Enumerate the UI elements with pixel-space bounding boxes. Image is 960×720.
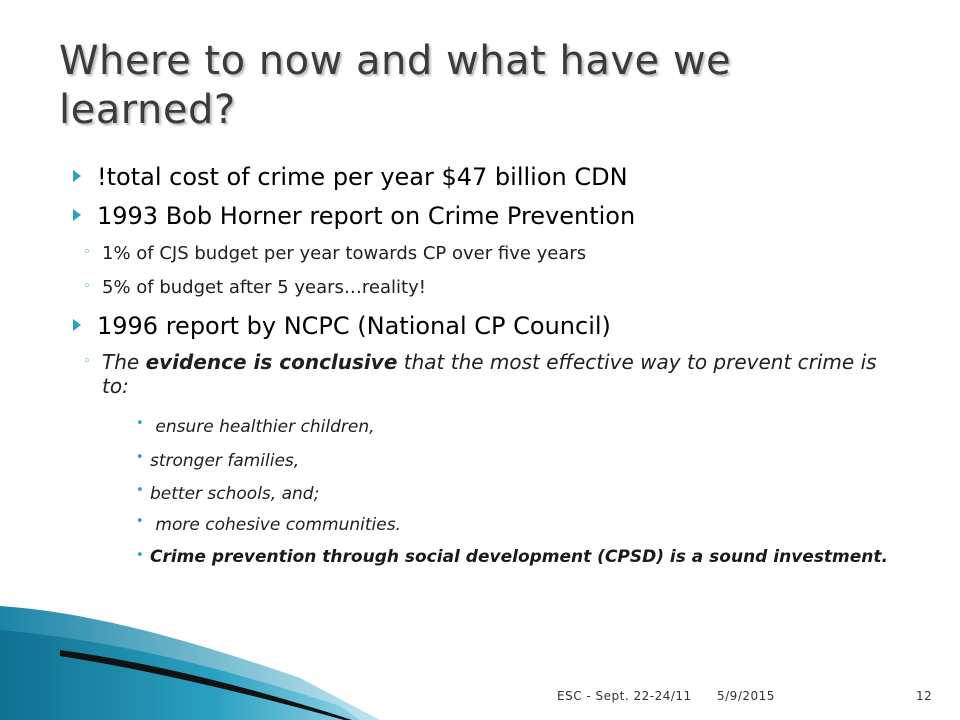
dot-bullet-icon: • bbox=[136, 450, 144, 465]
level3-bullet-2-text: stronger families, bbox=[150, 451, 300, 471]
bullet-1 bbox=[97, 163, 628, 191]
bullet-2 bbox=[97, 202, 635, 230]
level3-bullet-5 bbox=[136, 546, 890, 568]
ring-bullet-icon: ◦ bbox=[83, 245, 91, 260]
level3-bullet-3 bbox=[136, 483, 320, 504]
ring-bullet-icon: ◦ bbox=[83, 279, 91, 294]
sub-bullet-2-2 bbox=[83, 277, 426, 298]
dot-bullet-icon: • bbox=[136, 548, 144, 563]
triangle-bullet-icon bbox=[73, 209, 81, 221]
level3-bullet-4 bbox=[136, 514, 401, 535]
level3-bullet-1 bbox=[136, 416, 375, 437]
triangle-bullet-icon bbox=[73, 170, 81, 182]
sub-bullet-2-2-text: 5% of budget after 5 years…reality! bbox=[102, 277, 426, 298]
sub-bullet-2-1-text: 1% of CJS budget per year towards CP over five years bbox=[102, 243, 587, 264]
sub-bullet-3-1 bbox=[83, 350, 902, 398]
bullet-3-text: 1996 report by NCPC (National CP Council) bbox=[97, 312, 611, 340]
footer-event: ESC - Sept. 22-24/11 bbox=[557, 689, 692, 703]
footer-date: 5/9/2015 bbox=[717, 689, 775, 703]
level3-bullet-1-text: ensure healthier children, bbox=[150, 417, 375, 437]
dot-bullet-icon: • bbox=[136, 483, 144, 498]
slide-title: Where to now and what have we learned? bbox=[59, 38, 732, 133]
bullet-3 bbox=[97, 312, 611, 340]
dot-bullet-icon: • bbox=[136, 416, 144, 431]
ring-bullet-icon: ◦ bbox=[83, 354, 91, 369]
level3-bullet-3-text: better schools, and; bbox=[150, 484, 320, 504]
bullet-1-text: !total cost of crime per year $47 billion CDN bbox=[97, 163, 628, 191]
level3-bullet-5-text: Crime prevention through social development (CPSD) is a sound investment. bbox=[150, 547, 888, 567]
sub-bullet-3-1-lead: The bbox=[102, 350, 146, 374]
level3-bullet-4-text: more cohesive communities. bbox=[150, 515, 401, 535]
sub-bullet-2-1 bbox=[83, 243, 587, 264]
sub-bullet-3-1-rest: that the most effective way to prevent crime is to: bbox=[102, 350, 877, 398]
sub-bullet-3-1-emphasis: evidence is conclusive bbox=[145, 350, 398, 374]
footer-page-number: 12 bbox=[916, 689, 933, 703]
level3-bullet-2 bbox=[136, 450, 300, 471]
triangle-bullet-icon bbox=[73, 319, 81, 331]
bullet-2-text: 1993 Bob Horner report on Crime Prevention bbox=[97, 202, 636, 230]
dot-bullet-icon: • bbox=[136, 514, 144, 529]
